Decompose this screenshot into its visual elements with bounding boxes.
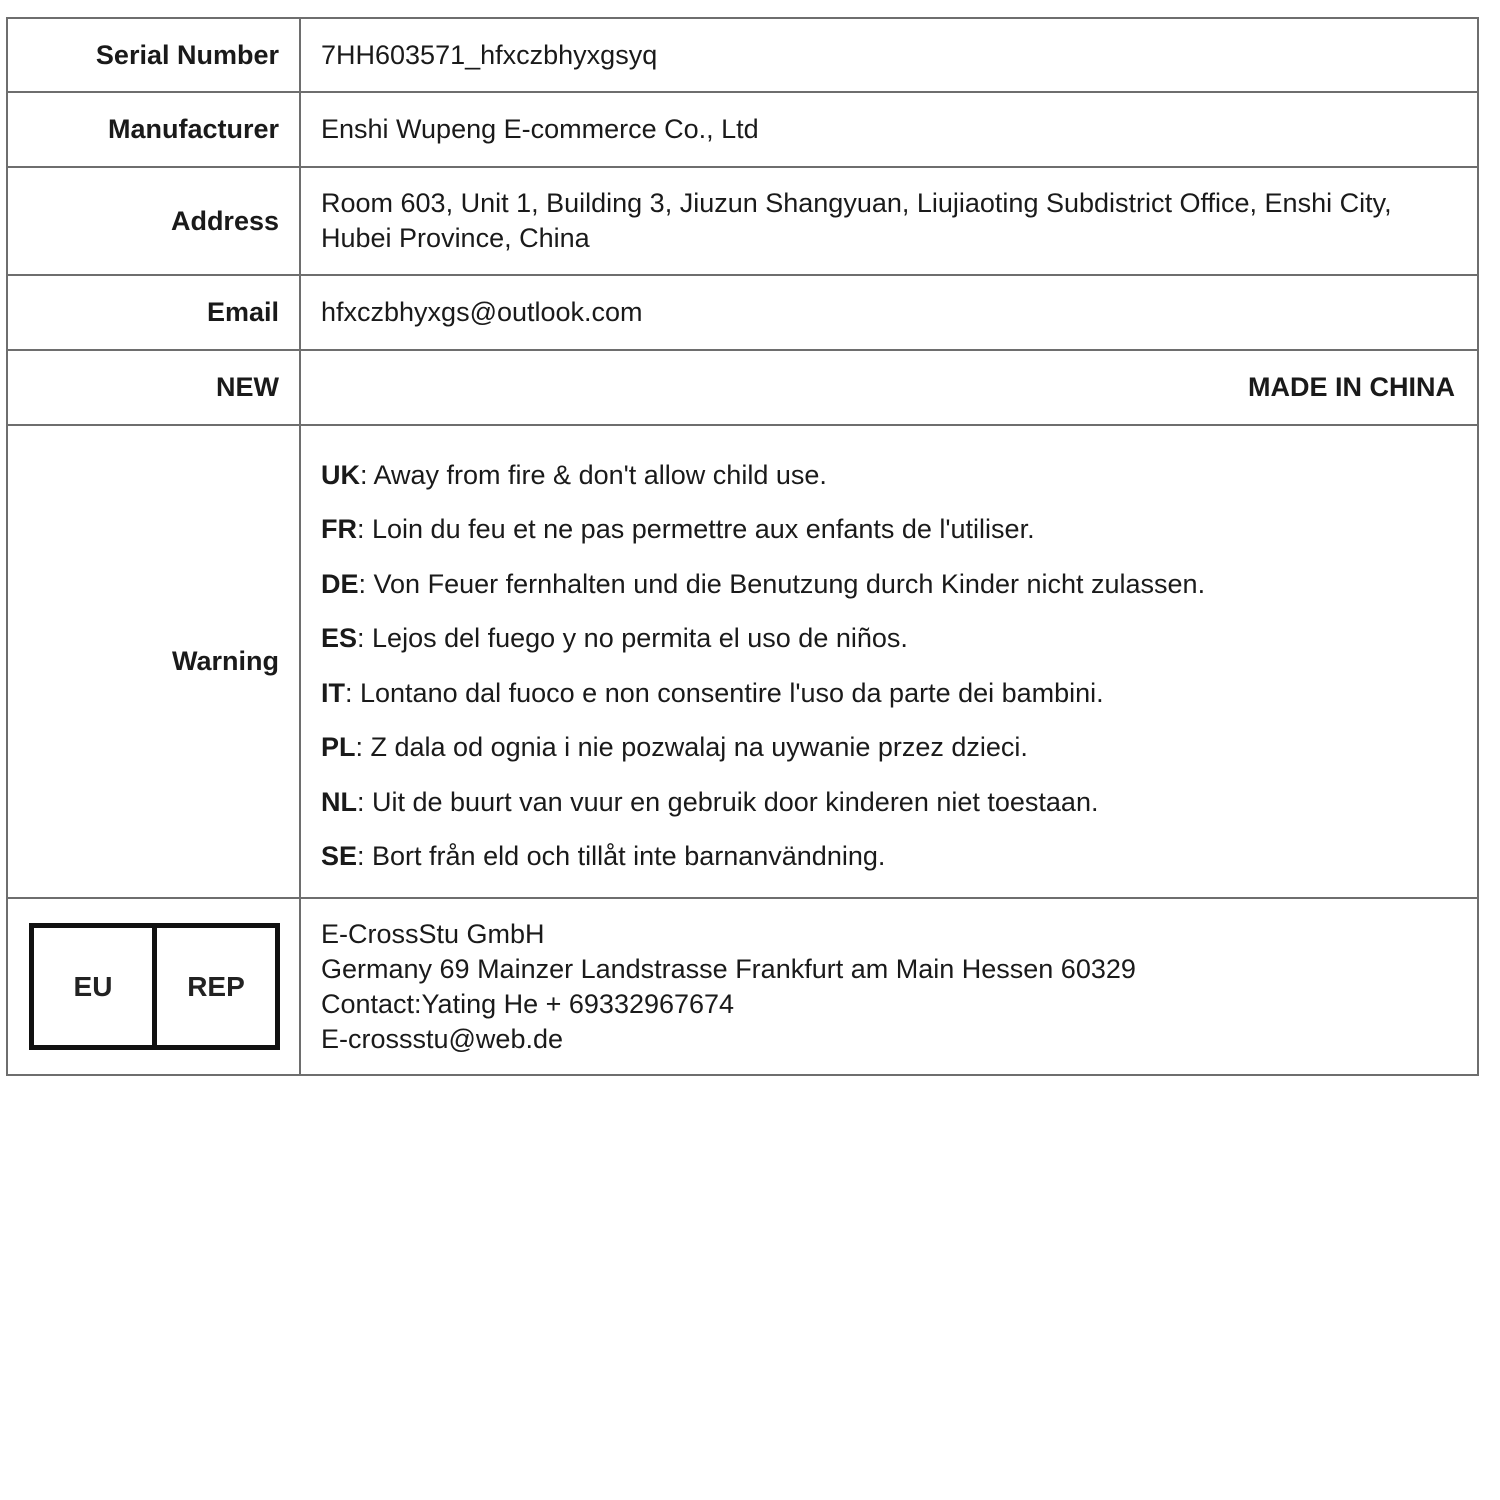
warning-text: : Lejos del fuego y no permita el uso de niños.	[357, 623, 908, 653]
warning-row	[7, 425, 1478, 898]
warning-lang-code: DE	[321, 568, 359, 599]
address-value: Room 603, Unit 1, Building 3, Jiuzun Shangyuan, Liujiaoting Subdistrict Office, Enshi City, Hubei Province, China	[300, 167, 1478, 275]
warning-text: : Loin du feu et ne pas permettre aux enfants de l'utiliser.	[357, 514, 1035, 544]
warning-text: : Lontano dal fuoco e non consentire l'uso da parte dei bambini.	[345, 677, 1104, 708]
warning-lang-code: ES	[321, 623, 358, 653]
warning-lang-code: FR	[321, 514, 357, 544]
warning-lang-code: UK	[321, 459, 360, 490]
eu-rep-details	[300, 898, 1478, 1075]
warning-list	[321, 440, 1457, 884]
warning-lang-code: IT	[321, 677, 345, 708]
rep-badge-label: REP	[187, 970, 245, 1002]
address-row	[7, 167, 1478, 275]
condition-label: NEW	[7, 350, 300, 425]
eu-rep-company: E-CrossStu GmbH	[321, 918, 545, 949]
warning-text: : Z dala od ognia i nie pozwalaj na uywanie przez dzieci.	[355, 732, 1028, 762]
eu-rep-badge	[29, 923, 280, 1050]
eu-rep-contact: Contact:Yating He + 69332967674	[321, 988, 735, 1019]
eu-rep-row	[7, 898, 1478, 1075]
warning-text-cell	[300, 425, 1478, 898]
warning-line	[321, 557, 1457, 612]
eu-rep-badge-cell	[7, 898, 300, 1075]
email-value: hfxczbhyxgs@outlook.com	[300, 275, 1478, 350]
warning-line	[321, 666, 1457, 721]
warning-text: : Bort från eld och tillåt inte barnanvändning.	[357, 841, 886, 871]
warning-text: : Uit de buurt van vuur en gebruik door kinderen niet toestaan.	[357, 786, 1099, 817]
warning-line	[321, 448, 1457, 503]
manufacturer-label: Manufacturer	[7, 92, 300, 167]
manufacturer-row	[7, 92, 1478, 167]
product-info-table	[6, 17, 1479, 1076]
address-label: Address	[7, 167, 300, 275]
serial-number-row	[7, 18, 1478, 92]
manufacturer-value: Enshi Wupeng E-commerce Co., Ltd	[300, 92, 1478, 167]
warning-line	[321, 720, 1457, 775]
warning-line	[321, 611, 1457, 666]
serial-number-label: Serial Number	[7, 18, 300, 92]
eu-badge-label: EU	[34, 928, 157, 1045]
warning-line	[321, 829, 1457, 884]
warning-lang-code: NL	[321, 786, 357, 817]
eu-rep-email: E-crossstu@web.de	[321, 1023, 563, 1054]
eu-rep-address: Germany 69 Mainzer Landstrasse Frankfurt am Main Hessen 60329	[321, 953, 1136, 984]
warning-line	[321, 502, 1457, 557]
condition-row	[7, 350, 1478, 425]
warning-line	[321, 775, 1457, 830]
email-row	[7, 275, 1478, 350]
warning-lang-code: SE	[321, 841, 358, 871]
warning-lang-code: PL	[321, 732, 356, 762]
warning-text: : Von Feuer fernhalten und die Benutzung durch Kinder nicht zulassen.	[358, 568, 1206, 599]
serial-number-value: 7HH603571_hfxczbhyxgsyq	[300, 18, 1478, 92]
made-in-value: MADE IN CHINA	[300, 350, 1478, 425]
email-label: Email	[7, 275, 300, 350]
warning-text: : Away from fire & don't allow child use.	[360, 459, 827, 490]
warning-label: Warning	[7, 425, 300, 898]
